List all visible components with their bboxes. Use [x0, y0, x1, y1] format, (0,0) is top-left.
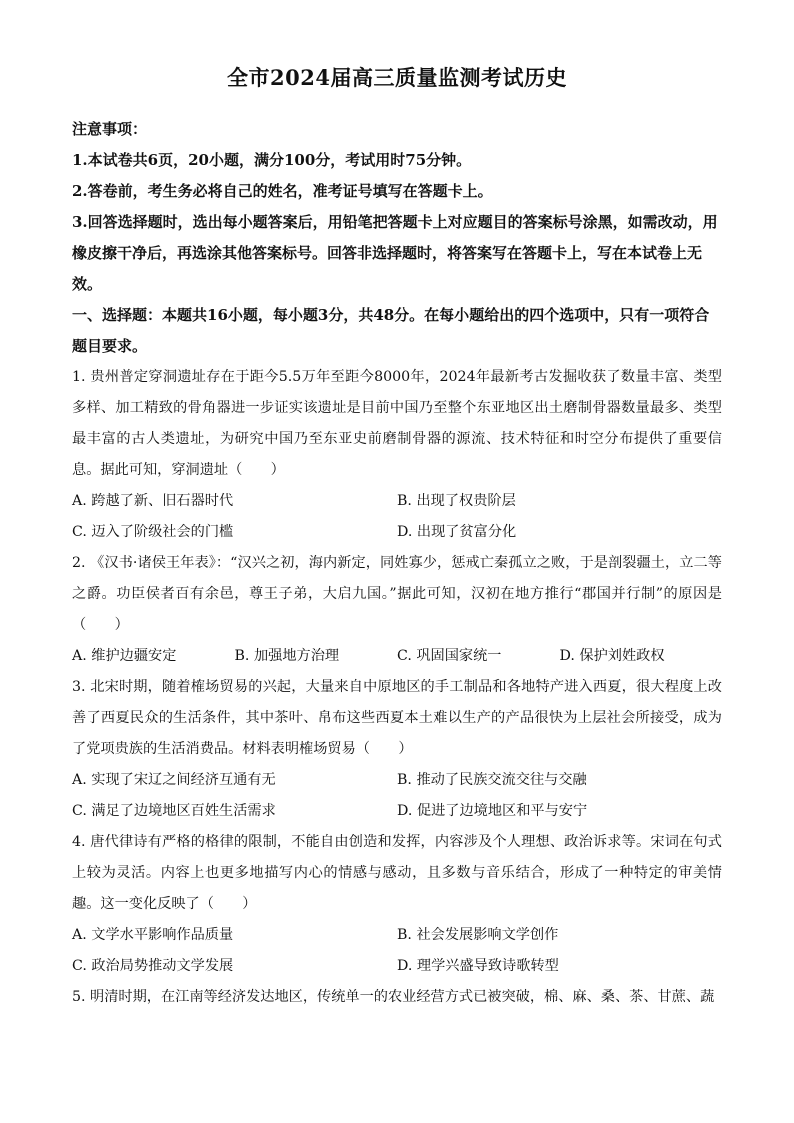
question-stem: 3. 北宋时期，随着榷场贸易的兴起，大量来自中原地区的手工制品和各地特产进入西夏，很大程度上改善了西夏民众的生活条件，其中茶叶、帛布这些西夏本土难以生产的产品很快为上层社会所接受，成为了党项贵族的生活消费品。材料表明榷场贸易（ ）	[72, 679, 722, 757]
option-a: A. 跨越了新、旧石器时代	[72, 493, 234, 509]
exam-page	[72, 64, 722, 1013]
options	[72, 765, 722, 827]
section-heading: 一、选择题：本题共16小题，每小题3分，共48分。在每小题给出的四个选项中，只有一项符合题目要求。	[72, 306, 710, 355]
notice-section	[72, 114, 722, 300]
option-c: C. 迈入了阶级社会的门槛	[72, 524, 234, 540]
option-c: C. 满足了边境地区百姓生活需求	[72, 803, 276, 819]
option-d: D. 保护刘姓政权	[559, 648, 665, 664]
question-stem: 2. 《汉书·诸侯王年表》：“汉兴之初，海内新定，同姓寡少，惩戒亡秦孤立之败，于是剖裂疆土，立二等之爵。功臣侯者百有余邑，尊王子弟，大启九国。”据此可知，汉初在地方推行“郡国并行制”的原因是（ ）	[72, 555, 722, 633]
option-a: A. 文学水平影响作品质量	[72, 927, 234, 943]
question-4	[72, 827, 722, 982]
notice-item: 1.本试卷共6页，20小题，满分100分，考试用时75分钟。	[72, 151, 472, 169]
question-5	[72, 982, 722, 1013]
question-stem: 1. 贵州普定穿洞遗址存在于距今5.5万年至距今8000年，2024年最新考古发掘收获了数量丰富、类型多样、加工精致的骨角器进一步证实该遗址是目前中国乃至整个东亚地区出土磨制骨器数量最多、类型最丰富的古人类遗址，为研究中国乃至东亚史前磨制骨器的源流、技术特征和时空分布提供了重要信息。据此可知，穿洞遗址（ ）	[72, 369, 722, 478]
options	[72, 641, 722, 672]
option-c: C. 巩固国家统一	[397, 648, 502, 664]
question-2	[72, 548, 722, 672]
option-a: A. 维护边疆安定	[72, 648, 177, 664]
option-d: D. 理学兴盛导致诗歌转型	[397, 958, 559, 974]
question-stem: 5. 明清时期，在江南等经济发达地区，传统单一的农业经营方式已被突破，棉、麻、桑、茶、甘蔗、蔬	[72, 989, 715, 1005]
options	[72, 920, 722, 982]
option-b: B. 社会发展影响文学创作	[397, 927, 559, 943]
question-1	[72, 362, 722, 548]
option-b: B. 加强地方治理	[234, 648, 340, 664]
notice-heading: 注意事项：	[72, 120, 148, 138]
option-b: B. 出现了权贵阶层	[397, 493, 516, 509]
question-stem: 4. 唐代律诗有严格的格律的限制，不能自由创造和发挥，内容涉及个人理想、政治诉求等。宋词在句式上较为灵活。内容上也更多地描写内心的情感与感动，且多数与音乐结合，形成了一种特定的审美情趣。这一变化反映了（ ）	[72, 834, 722, 912]
notice-item: 2.答卷前，考生务必将自己的姓名，准考证号填写在答题卡上。	[72, 182, 493, 200]
option-c: C. 政治局势推动文学发展	[72, 958, 234, 974]
option-d: D. 促进了边境地区和平与安宁	[397, 803, 588, 819]
page-title: 全市2024届高三质量监测考试历史	[227, 65, 567, 90]
notice-item: 3.回答选择题时，选出每小题答案后，用铅笔把答题卡上对应题目的答案标号涂黑，如需改动，用橡皮擦干净后，再选涂其他答案标号。回答非选择题时，将答案写在答题卡上，写在本试卷上无效。	[72, 213, 718, 293]
option-d: D. 出现了贫富分化	[397, 524, 517, 540]
question-3	[72, 672, 722, 827]
option-b: B. 推动了民族交流交往与交融	[397, 772, 587, 788]
options	[72, 486, 722, 548]
option-a: A. 实现了宋辽之间经济互通有无	[72, 772, 276, 788]
